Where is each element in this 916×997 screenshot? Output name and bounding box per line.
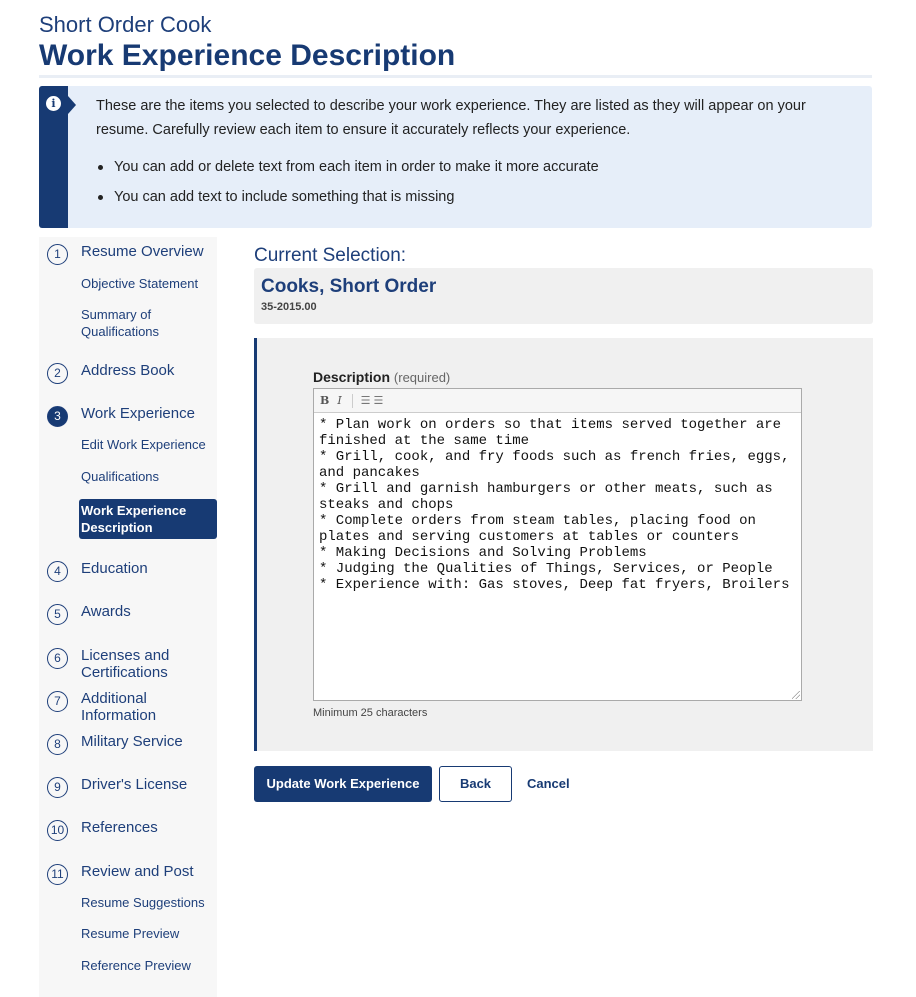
info-bullets [96, 152, 856, 212]
page-title: Work Experience Description [39, 39, 456, 72]
cancel-link[interactable]: Cancel [527, 776, 570, 791]
description-editor [313, 388, 802, 701]
step-number: 11 [47, 864, 68, 885]
resize-handle-icon[interactable] [792, 691, 800, 699]
step-number: 5 [47, 604, 68, 625]
step-label: Review and Post [81, 863, 194, 880]
sidebar-step-military-service[interactable] [47, 733, 211, 755]
sidebar-step-resume-overview[interactable] [47, 243, 211, 265]
step-number: 10 [47, 820, 68, 841]
sidebar-item-resume-suggestions[interactable]: Resume Suggestions [81, 895, 205, 910]
sidebar-step-work-experience[interactable] [47, 405, 211, 427]
toolbar-separator [352, 394, 353, 408]
step-number: 3 [47, 406, 68, 427]
update-work-experience-button[interactable]: Update Work Experience [254, 766, 432, 802]
info-notch [68, 96, 76, 114]
step-number: 1 [47, 244, 68, 265]
step-label: Additional Information [81, 690, 157, 724]
description-label-text: Description [313, 369, 391, 385]
step-label: Driver's License [81, 776, 188, 793]
sidebar-step-address-book[interactable] [47, 362, 211, 384]
info-bullet: You can add or delete text from each item in order to make it more accurate [96, 152, 856, 182]
step-number: 4 [47, 561, 68, 582]
required-indicator: (required) [393, 370, 451, 385]
sidebar-item-resume-preview[interactable]: Resume Preview [81, 926, 180, 941]
sidebar-item-edit-work-experience[interactable]: Edit Work Experience [81, 437, 206, 452]
sidebar-step-drivers-license[interactable] [47, 776, 211, 798]
sidebar-item-qualifications[interactable]: Qualifications [81, 469, 160, 484]
step-label: Address Book [81, 362, 175, 379]
sidebar-step-review-and-post[interactable] [47, 863, 211, 885]
step-number: 7 [47, 691, 68, 712]
current-selection-label: Current Selection: [254, 245, 407, 266]
description-label [313, 369, 450, 385]
step-number: 8 [47, 734, 68, 755]
info-text: These are the items you selected to describe your work experience. They are listed as they will appear on your resume. Carefully review each item to ensure it accurately reflects your experience. [96, 98, 806, 138]
selection-box [254, 268, 873, 324]
description-panel [254, 338, 873, 751]
bold-button[interactable]: B [320, 394, 330, 407]
step-label: Awards [81, 603, 131, 620]
sidebar-step-additional-information[interactable] [47, 690, 211, 724]
info-stripe [39, 86, 68, 228]
header-divider [39, 75, 872, 78]
step-label: Resume Overview [81, 243, 204, 260]
step-label: Military Service [81, 733, 183, 750]
step-number: 2 [47, 363, 68, 384]
description-textarea[interactable]: * Plan work on orders so that items served together are finished at the same time * Grill, cook, and fry foods such as french fries, eggs, and pancakes * Grill and garnish hamburgers or other meats, such as steaks and chops * Complete orders from steam tables, placing food on plates and serving customers at tables or counters * Making Decisions and Solving Problems * Judging the Qualities of Things, Services, or People * Experience with: Gas stoves, Deep fat fryers, Broilers [319, 417, 790, 593]
editor-toolbar [314, 389, 801, 413]
sidebar-step-education[interactable] [47, 560, 211, 582]
step-label: References [81, 819, 158, 836]
sidebar-step-licenses[interactable] [47, 647, 211, 681]
sidebar-step-awards[interactable] [47, 603, 211, 625]
selection-code: 35-2015.00 [261, 301, 317, 313]
sidebar-item-summary-of-qualifications[interactable]: Summary of Qualifications [81, 307, 160, 339]
info-icon: i [46, 96, 61, 111]
step-number: 9 [47, 777, 68, 798]
min-characters-hint: Minimum 25 characters [313, 707, 428, 719]
sidebar-item-objective-statement[interactable]: Objective Statement [81, 276, 199, 291]
step-label: Licenses and Certifications [81, 647, 170, 681]
italic-button[interactable]: I [337, 394, 342, 407]
sidebar-nav [39, 237, 217, 997]
page-header [39, 12, 872, 74]
selection-name: Cooks, Short Order [261, 276, 437, 297]
step-label: Education [81, 560, 148, 577]
sidebar-item-work-experience-description[interactable]: Work Experience Description [79, 499, 217, 539]
job-title: Short Order Cook [39, 12, 212, 37]
bulleted-list-icon[interactable]: ☰ [373, 395, 383, 407]
sidebar-item-reference-preview[interactable]: Reference Preview [81, 958, 191, 973]
sidebar-step-references[interactable] [47, 819, 211, 841]
step-number: 6 [47, 648, 68, 669]
info-callout [39, 86, 872, 228]
step-label: Work Experience [81, 405, 195, 422]
back-button[interactable]: Back [439, 766, 512, 802]
info-bullet: You can add text to include something that is missing [96, 182, 856, 212]
numbered-list-icon[interactable]: ☰ [360, 395, 370, 407]
